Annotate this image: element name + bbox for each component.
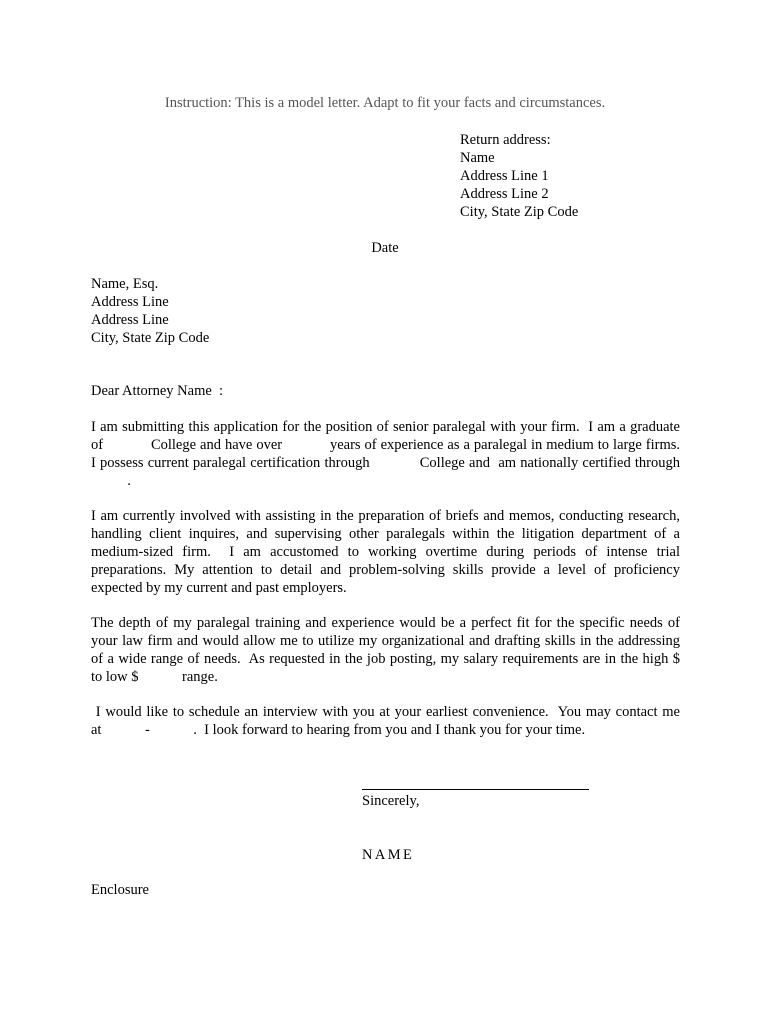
paragraph-line: your law firm and would allow me to utilize my organizational and drafting skills in the addressing xyxy=(91,633,680,649)
signature-line xyxy=(362,789,589,790)
paragraph-line: I would like to schedule an interview with you at your earliest convenience. You may contact me xyxy=(91,704,680,720)
paragraph-line: I am submitting this application for the position of senior paralegal with your firm. I am a graduate xyxy=(91,419,680,435)
paragraph-experience xyxy=(91,507,680,597)
paragraph-line: medium-sized firm. I am accustomed to working overtime during periods of intense trial xyxy=(91,544,680,560)
return-address-city-state-zip: City, State Zip Code xyxy=(460,204,579,220)
paragraph-line: at - . I look forward to hearing from you and I thank you for your time. xyxy=(91,722,586,738)
letter-date: Date xyxy=(371,240,399,256)
closing: Sincerely, xyxy=(362,793,420,809)
paragraph-fit-and-salary xyxy=(91,614,680,686)
paragraph-line: I am currently involved with assisting in the preparation of briefs and memos, conducting research, xyxy=(91,508,680,524)
return-address-line-2: Address Line 2 xyxy=(460,186,549,202)
paragraph-line: of a wide range of needs. As requested in the job posting, my salary requirements are in the high $ xyxy=(91,651,680,667)
recipient-address-line-1: Address Line xyxy=(91,294,169,310)
paragraph-line: . xyxy=(91,473,131,489)
paragraph-interview-request xyxy=(91,703,680,739)
recipient-address-line-2: Address Line xyxy=(91,312,169,328)
paragraph-line: of College and have over years of experience as a paralegal in medium to large firms. xyxy=(91,437,680,453)
recipient-address-block xyxy=(91,275,209,347)
return-address-name: Name xyxy=(460,150,495,166)
return-address-line-1: Address Line 1 xyxy=(460,168,549,184)
paragraph-line: preparations. My attention to detail and problem-solving skills provide a level of proficiency xyxy=(91,562,680,578)
paragraph-line: handling client inquires, and supervising other paralegals within the litigation department of a xyxy=(91,526,680,542)
paragraph-line: expected by my current and past employers. xyxy=(91,580,347,596)
paragraph-line: The depth of my paralegal training and experience would be a perfect fit for the specific needs of xyxy=(91,615,680,631)
instruction-note: Instruction: This is a model letter. Adapt to fit your facts and circumstances. xyxy=(164,95,606,111)
signer-name: NAME xyxy=(362,847,415,863)
return-address-heading: Return address: xyxy=(460,132,551,148)
return-address-block xyxy=(460,131,578,221)
paragraph-introduction xyxy=(91,418,680,490)
recipient-city-state-zip: City, State Zip Code xyxy=(91,330,210,346)
salutation: Dear Attorney Name : xyxy=(91,383,224,399)
enclosure-note: Enclosure xyxy=(91,882,149,898)
paragraph-line: to low $ range. xyxy=(91,669,218,685)
recipient-name: Name, Esq. xyxy=(91,276,159,292)
paragraph-line: I possess current paralegal certification through College and am nationally certified through xyxy=(91,455,680,471)
